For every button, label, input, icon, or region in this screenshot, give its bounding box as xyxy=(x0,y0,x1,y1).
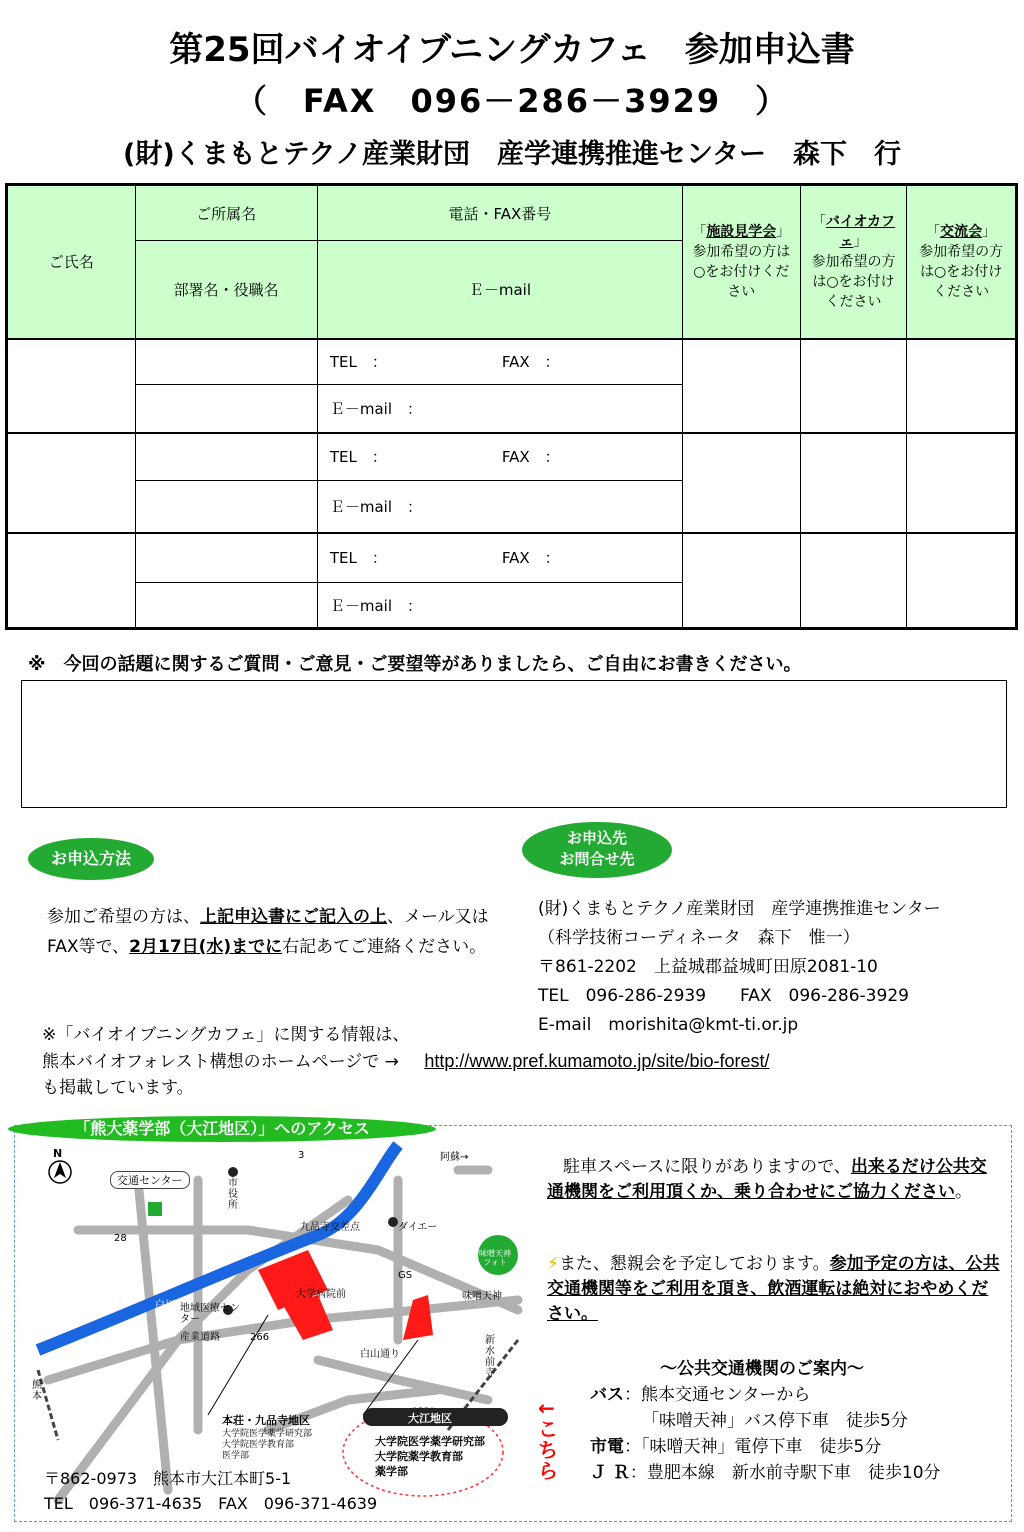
map-misoten: 味噌天神 xyxy=(462,1291,502,1302)
header-social: 「交流会」 参加希望の方は○をお付けください xyxy=(907,185,1017,339)
map-daiei: ダイエー xyxy=(398,1222,438,1233)
lightning-icon: ⚡ xyxy=(547,1254,559,1274)
entry-cafe-cell[interactable] xyxy=(800,433,907,533)
oe-title: 大江地区 xyxy=(408,1412,452,1425)
contact-tel-fax: TEL 096-286-2939 FAX 096-286-3929 xyxy=(538,986,909,1006)
map-aso: 阿蘇→ xyxy=(440,1152,469,1163)
entry-affiliation-cell[interactable] xyxy=(135,533,317,583)
entry-social-cell[interactable] xyxy=(907,339,1017,433)
apply-method-text: 参加ご希望の方は、上記申込書にご記入の上、メール又はFAX等で、2月17日(水)までに右記あてご連絡ください。 xyxy=(47,907,489,957)
map-medical-center: 地域医療センター xyxy=(180,1303,240,1325)
contact-person: （科学技術コーディネータ 森下 惟一） xyxy=(538,928,860,948)
entry-tour-cell[interactable] xyxy=(683,339,801,433)
map-industrial-road: 産業道路 xyxy=(180,1332,220,1343)
social-desc: 参加希望の方は○をお付けください xyxy=(919,243,1004,300)
comments-note: ※ 今回の話題に関するご質問・ご意見・ご要望等がありましたら、ご自由にお書きください。 xyxy=(28,654,802,675)
map-kotsu-center: 交通センター xyxy=(110,1171,190,1189)
addressee-line: (財)くまもとテクノ産業財団 産学連携推進センター 森下 行 xyxy=(123,139,901,170)
contact-address: 〒861-2202 上益城郡益城町田原2081-10 xyxy=(538,957,878,977)
bio-forest-link[interactable]: http://www.pref.kumamoto.jp/site/bio-forest/ xyxy=(424,1051,770,1071)
drinking-notice: ⚡また、懇親会を予定しております。参加予定の方は、公共交通機関等をご利用を頂き、飲酒運転は絶対におやめください。 xyxy=(547,1254,1000,1324)
map-route-3: 3 xyxy=(298,1150,305,1161)
entry-department-cell[interactable] xyxy=(135,385,317,433)
access-banner: 「熊大薬学部（大江地区）」へのアクセス xyxy=(8,1116,436,1142)
entry-affiliation-cell[interactable] xyxy=(135,433,317,481)
cafe-desc: 参加希望の方は○をお付けください xyxy=(811,253,896,310)
application-form-table xyxy=(5,183,1018,630)
honjo-departments: 大学院医学薬学研究部 大学院医学教育部 医学部 xyxy=(222,1429,313,1461)
entry-department-cell[interactable] xyxy=(135,481,317,533)
contact-email[interactable]: E-mail morishita@kmt-ti.or.jp xyxy=(538,1015,799,1035)
social-title: 交流会 xyxy=(940,223,983,240)
entry-tour-cell[interactable] xyxy=(683,433,801,533)
map-kumamoto: 熊本 xyxy=(32,1380,42,1402)
contact-badge: お申込先 お問合せ先 xyxy=(522,822,672,878)
daiei-marker xyxy=(388,1217,398,1227)
entry-tel-fax-cell[interactable]: TEL ： FAX ： xyxy=(317,533,682,583)
entry-cafe-cell[interactable] xyxy=(800,533,907,629)
map-north: N xyxy=(53,1147,63,1160)
contact-org: (財)くまもとテクノ産業財団 産学連携推進センター xyxy=(538,899,941,919)
map-shirakawa: 白川 xyxy=(155,1300,175,1311)
entry-tel-fax-cell[interactable]: TEL ： FAX ： xyxy=(317,339,682,385)
entry-name-cell[interactable] xyxy=(7,339,136,433)
fax-number-line: （ FAX 096－286－3929 ） xyxy=(234,82,790,120)
map-city-hall: 市役所 xyxy=(228,1178,238,1211)
comments-box[interactable] xyxy=(21,680,1007,808)
kochira-marker: ←こちら xyxy=(538,1396,558,1483)
cafe-title: バイオカフェ xyxy=(825,213,896,250)
map-route-266: 266 xyxy=(250,1332,270,1343)
header-department: 部署名・役職名 xyxy=(135,241,317,339)
entry-social-cell[interactable] xyxy=(907,433,1017,533)
entry-affiliation-cell[interactable] xyxy=(135,339,317,385)
tour-title: 施設見学会 xyxy=(706,223,777,240)
contact-info xyxy=(538,895,941,1040)
parking-notice: 駐車スペースに限りがありますので、出来るだけ公共交通機関をご利用頂くか、乗り合わせにご協力ください。 xyxy=(547,1157,987,1202)
honjo-title: 本荘・九品寺地区 xyxy=(222,1414,310,1427)
header-tour: 「施設見学会」 参加希望の方は ○をお付けください xyxy=(683,185,801,339)
entry-email-cell[interactable]: Ｅ－mail ： xyxy=(317,481,682,533)
apply-method-badge: お申込方法 xyxy=(28,838,154,880)
entry-email-cell[interactable]: Ｅ－mail ： xyxy=(317,385,682,433)
entry-tour-cell[interactable] xyxy=(683,533,801,629)
entry-department-cell[interactable] xyxy=(135,583,317,629)
tour-desc: 参加希望の方は ○をお付けください xyxy=(692,243,791,300)
faculty-address: 〒862-0973 熊本市大江本町5-1 TEL 096-371-4635 FAX 096-371-4639 xyxy=(44,1469,378,1513)
entry-email-cell[interactable]: Ｅ－mail ： xyxy=(317,583,682,629)
map-gs: GS xyxy=(398,1270,413,1281)
map-shinsuizenji: 新水前寺 xyxy=(485,1335,495,1379)
map-daigaku-byoin: 大学病院前 xyxy=(296,1289,346,1300)
page-title: 第25回バイオイブニングカフェ 参加申込書 xyxy=(169,30,855,70)
entry-name-cell[interactable] xyxy=(7,533,136,629)
header-email: Ｅ－mail xyxy=(317,241,682,339)
header-phone: 電話・FAX番号 xyxy=(317,185,682,241)
transit-guide: ～公共交通機関のご案内～ バス：熊本交通センターから 「味噌天神」バス停下車 徒歩5分 市電：「味噌天神」電停下車 徒歩5分 Ｊ Ｒ：豊肥本線 新水前寺駅下車 徒歩10分 xyxy=(590,1356,941,1486)
map-route-28: 28 xyxy=(114,1233,127,1244)
header-affiliation: ご所属名 xyxy=(135,185,317,241)
entry-name-cell[interactable] xyxy=(7,433,136,533)
entry-social-cell[interactable] xyxy=(907,533,1017,629)
north-arrow-needle xyxy=(54,1162,66,1178)
header-name: ご氏名 xyxy=(7,185,136,339)
kotsu-center-marker xyxy=(148,1202,162,1216)
oe-departments: 大学院医学薬学研究部 大学院薬学教育部 薬学部 xyxy=(375,1435,485,1478)
header-cafe: 「バイオカフェ」 参加希望の方は○をお付けください xyxy=(800,185,907,339)
map-kuhonji: 九品寺交差点 xyxy=(300,1222,360,1233)
map-photo-label: 味噌天神フォト xyxy=(479,1249,511,1267)
entry-tel-fax-cell[interactable]: TEL ： FAX ： xyxy=(317,433,682,481)
map-shirayama: 白山通り xyxy=(360,1349,400,1360)
city-hall-marker xyxy=(228,1167,238,1177)
transit-title: ～公共交通機関のご案内～ xyxy=(660,1359,864,1379)
website-note: ※「バイオイブニングカフェ」に関する情報は、 熊本バイオフォレスト構想のホームページで → http://www.pref.kumamoto.jp/site/bio-forest/ も掲載しています。 xyxy=(42,1025,770,1098)
entry-cafe-cell[interactable] xyxy=(800,339,907,433)
oe-campus-block xyxy=(403,1295,433,1340)
